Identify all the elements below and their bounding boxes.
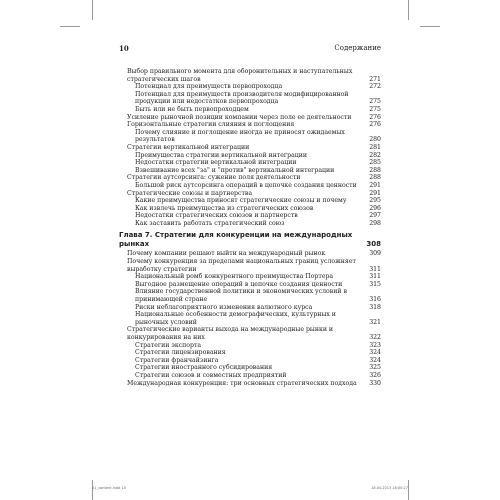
toc-entry-page: 281 bbox=[369, 143, 381, 151]
toc-entry bbox=[135, 212, 381, 220]
footer-file: 01_content.indd 10 bbox=[92, 486, 126, 490]
toc-entry bbox=[127, 121, 381, 129]
toc-entry-page: 324 bbox=[369, 349, 381, 357]
toc-entry-page: 325 bbox=[369, 364, 381, 372]
crop-mark-right-top bbox=[420, 26, 440, 27]
toc-entry bbox=[135, 349, 381, 357]
toc-entry-page: 276 bbox=[369, 121, 381, 129]
toc-entry-page: 288 bbox=[369, 174, 381, 182]
toc-entry-page: 280 bbox=[369, 136, 381, 144]
toc-entry bbox=[135, 182, 381, 190]
toc-entry-page: 323 bbox=[369, 341, 381, 349]
toc-entry bbox=[127, 144, 381, 152]
toc-entry bbox=[135, 372, 381, 380]
toc-entry-page: 282 bbox=[369, 151, 381, 159]
toc-entry-page: 311 bbox=[369, 273, 381, 281]
toc-entry-page: 291 bbox=[369, 189, 381, 197]
toc-entry bbox=[127, 380, 381, 388]
toc-entry-page: 324 bbox=[369, 356, 381, 364]
toc-chapter-heading bbox=[119, 231, 381, 249]
crop-mark-bottom-left bbox=[92, 480, 93, 500]
toc-entry-page: 315 bbox=[369, 280, 381, 288]
toc-entry bbox=[127, 174, 381, 182]
toc-entry-title: Международная конкуренция: три основных стратегических подхода bbox=[127, 379, 357, 387]
toc-entry-page: 321 bbox=[369, 318, 381, 326]
toc-entry-page: 326 bbox=[369, 371, 381, 379]
toc-entry-page: 322 bbox=[369, 334, 381, 341]
toc-entry-title: Усиление рыночной позиции компании через поле ее деятельности bbox=[127, 113, 352, 121]
toc-entry-page: 285 bbox=[369, 159, 381, 167]
toc-entry-title: Национальный ромб конкурентного преимущества Портера bbox=[135, 273, 334, 281]
toc-entry-title: Стратегии экспорта bbox=[135, 341, 202, 349]
toc-entry-page: 316 bbox=[369, 296, 381, 304]
toc-entry-title: Выгодное размещение операций в цепочке создания ценности bbox=[135, 280, 343, 288]
footer-timestamp: 18.04.2013 18:00:27 bbox=[371, 486, 408, 490]
toc-entry-title: Глава 7. Стратегии для конкуренции на международных рынках bbox=[119, 231, 353, 249]
toc-entry-title: Потенциал для преимуществ первопроходца bbox=[135, 83, 283, 91]
toc-entry-title: Почему слияние и поглощение иногда не приносят ожидаемых результатов bbox=[135, 128, 345, 144]
toc-entry bbox=[135, 311, 381, 326]
toc-entry bbox=[127, 250, 381, 258]
toc-entry-title: Стратегические союзы и партнерства bbox=[127, 189, 253, 197]
toc-entry-page: 308 bbox=[366, 240, 381, 249]
toc-entry-title: Стратегические варианты выхода на международные рынки и конкурирования на них bbox=[127, 326, 334, 341]
toc-entry-title: Стратегии франчайзинга bbox=[135, 356, 219, 364]
toc-entry-title: Какие преимущества приносят стратегические союзы и почему bbox=[135, 197, 347, 205]
toc-entry-page: 311 bbox=[369, 265, 381, 273]
toc-entry-title: Взвешивание всех "за" и "против" вертикальной интеграции bbox=[135, 166, 335, 174]
toc-entry bbox=[135, 205, 381, 213]
toc-entry bbox=[135, 273, 381, 281]
toc-entry-page: 272 bbox=[369, 83, 381, 91]
toc-entry-title: Стратегии лицензирования bbox=[135, 349, 226, 357]
toc-entry bbox=[127, 326, 381, 341]
toc-entry-title: Стратегии вертикальной интеграции bbox=[127, 143, 250, 151]
toc-entry bbox=[135, 106, 381, 114]
toc-entry-title: Преимущества стратегии вертикальной интеграции bbox=[135, 151, 308, 159]
toc-entry-page: 296 bbox=[369, 204, 381, 212]
toc-entry bbox=[135, 304, 381, 312]
toc-entry bbox=[135, 91, 381, 106]
toc-entry bbox=[135, 364, 381, 372]
crop-mark-bottom-right bbox=[408, 480, 409, 500]
toc-entry-page: 288 bbox=[369, 166, 381, 174]
toc-entry bbox=[135, 152, 381, 160]
toc-entry bbox=[127, 258, 381, 273]
toc-entry-page: 330 bbox=[369, 379, 381, 387]
toc-entry-page: 275 bbox=[369, 105, 381, 113]
toc-entry-title: Быть или не быть первопроходцем bbox=[135, 105, 249, 113]
table-of-contents bbox=[119, 68, 381, 387]
toc-entry bbox=[135, 357, 381, 365]
toc-entry-title: Недостатки стратегии вертикальной интеграции bbox=[135, 159, 297, 167]
toc-entry-title: Влияние государственной политики и экономических условий в принимающей стране bbox=[135, 288, 347, 304]
toc-entry-title: Риски неблагоприятного изменения валютного курса bbox=[135, 303, 313, 311]
toc-entry-page: 271 bbox=[369, 75, 381, 83]
toc-entry bbox=[135, 220, 381, 228]
toc-entry-page: 297 bbox=[369, 212, 381, 220]
toc-entry bbox=[135, 288, 381, 303]
toc-entry bbox=[135, 159, 381, 167]
toc-entry-title: Стратегии союзов и совместных предприятий bbox=[135, 371, 287, 379]
running-title: Содержание bbox=[334, 44, 381, 52]
toc-entry-title: Стратегии аутсорсинга: сужение поля деятельности bbox=[127, 174, 301, 182]
toc-entry bbox=[135, 281, 381, 289]
toc-entry-page: 298 bbox=[369, 219, 381, 227]
toc-entry-title: Недостатки стратегических союзов и партнерств bbox=[135, 212, 298, 220]
toc-entry-page: 275 bbox=[369, 98, 381, 106]
toc-entry bbox=[135, 129, 381, 144]
toc-entry bbox=[135, 197, 381, 205]
toc-entry bbox=[127, 68, 381, 83]
toc-entry-page: 318 bbox=[369, 303, 381, 311]
toc-entry-title: Потенциал для преимуществ производителя модифицированной продукции или недостатков первопроходца bbox=[135, 90, 349, 106]
toc-entry-title: Выбор правильного момента для оборонительных и наступательных стратегических шагов bbox=[127, 68, 353, 83]
toc-entry bbox=[127, 114, 381, 122]
toc-entry-page: 309 bbox=[369, 250, 381, 258]
toc-entry-page: 295 bbox=[369, 197, 381, 205]
toc-entry bbox=[135, 83, 381, 91]
toc-entry-title: Большой риск аутсорсинга операций в цепочке создания ценности bbox=[135, 181, 357, 189]
toc-entry-title: Как заставить работать стратегический союз bbox=[135, 219, 285, 227]
toc-entry bbox=[127, 190, 381, 198]
toc-entry-title: Стратегии иностранного субсидирования bbox=[135, 364, 273, 372]
toc-entry bbox=[135, 342, 381, 350]
crop-mark-top-left bbox=[92, 0, 93, 20]
page-number: 10 bbox=[119, 44, 129, 53]
toc-entry bbox=[135, 167, 381, 175]
crop-mark-top-right bbox=[408, 0, 409, 20]
toc-entry-page: 291 bbox=[369, 181, 381, 189]
toc-entry-title: Почему компании решают выйти на международный рынок bbox=[127, 250, 326, 258]
page-header bbox=[119, 44, 381, 56]
toc-entry-title: Горизонтальные стратегии слияния и поглощения bbox=[127, 121, 295, 129]
crop-mark-left-top bbox=[60, 26, 80, 27]
toc-entry-page: 276 bbox=[369, 113, 381, 121]
toc-entry-title: Как извлечь преимущества из стратегических союзов bbox=[135, 204, 314, 212]
toc-entry-title: Почему конкуренция за пределами национальных границ усложняет выработку стратегии bbox=[127, 258, 356, 273]
toc-entry-title: Национальные особенности демографических, культурных и рыночных условий bbox=[135, 311, 336, 326]
